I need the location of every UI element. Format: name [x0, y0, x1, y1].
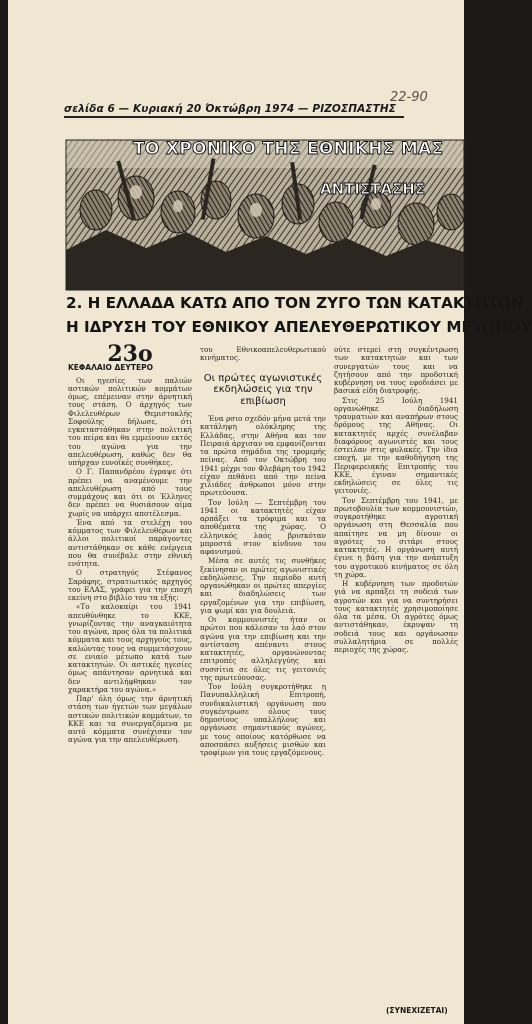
headline-line-1: 2. Η ΕΛΛΑΔΑ ΚΑΤΩ ΑΠΟ ΤΟΝ ΖΥΓΟ ΤΩΝ ΚΑΤΑΚΤΗΤΩΝ: [66, 294, 524, 312]
paragraph: Τον Ιούλη συγκροτήθηκε η Πανυπαλληλική Επιτροπή, συνδικαλιστική οργάνωση που συγκέντρωσε όλους τους δημοσίους υπαλλήλους και οργάνωσε σημαντικούς αγώνες, με τους οποίους κατόρθωσε να αποσπάσει αυξήσεις μισθών και τροφίμων για τους εργαζόμενους.: [200, 682, 326, 757]
handwritten-note: 22-90: [390, 90, 428, 105]
page-header: σελίδα 6 — Κυριακή 20 Όκτώβρη 1974 — ΡΙΖΟΣΠΑΣΤΗΣ: [64, 103, 404, 118]
paragraph: Η κυβέρνηση των προδοτών γιά να αρπάξει τη σοδειά των αγροτών και για να συντηρήσει τους κατακτητές χρησιμοποίησε όλα τα μέσα. Οι αγρότες όμως αντιστάθηκαν, έκρυψαν τη σοδειά τους και οργάνωσαν συλλαλητήρια σε πολλές περιοχές της χώρας.: [334, 579, 458, 654]
section-subheading: Οι πρώτες αγωνιστικές εκδηλώσεις για την επιβίωση: [203, 372, 323, 407]
paragraph: «Το καλοκαίρι του 1941 απευθύνθηκε το ΚΚΕ, γνωρίζοντας την αναγκαιότητα του αγώνα, προς όλα τα πολιτικά κόμματα και τους αρχηγούς τους, καλώντας τους να συμμετάσχουν σε ενιαίο μέτωπο κατά των κατακτητών. Οι αστικές ηγεσίες όμως απάντησαν αρνητικά και δεν αντιλήφθηκαν τον χαρακτήρα του αγώνα.»: [68, 602, 192, 694]
banner-subtitle: ΑΝΤΙΣΤΑΣΗΣ: [320, 180, 426, 198]
headline-line-2: Η ΙΔΡΥΣΗ ΤΟΥ ΕΘΝΙΚΟΥ ΑΠΕΛΕΥΘΕΡΩΤΙΚΟΥ ΜΕΤΩΠΟΥ: [66, 318, 532, 336]
paragraph: του Εθνικοαπελευθερωτικού κινήματος.: [200, 345, 326, 363]
paragraph: ούτε στερεί στη συγκέντρωση των κατακτητών και των συνεργατών τους και να ζητήσουν από την προδοτική κυβέρνηση να τους εφοδιάσει με βασικά είδη διατροφής.: [334, 345, 458, 396]
article-column-2: [200, 346, 326, 1010]
paragraph: Στις 25 Ιούλη 1941 οργανώθηκε διαδήλωση τραυματιών και αναπήρων στους δρόμους της Αθήνας. Οι κατακτητές αρχές συνέλαβαν διαφόρους αγωνιστές και τους έστειλαν στις φυλακές. Την ίδια εποχή, με την καθοδήγηση της Περιφερειακής Επιτροπής του ΚΚΕ, έγιναν σημαντικές εκδηλώσεις σε όλες τις γειτονιές.: [334, 395, 458, 496]
paragraph: Ένα ρσιο σχεδόν μήνα μετά την κατάληψη ολόκληρης της Ελλάδας, στην Αθήνα και τον Πειραιά άρχισαν να εμφανίζονται τα πρώτα σημάδια της τρομερής πείνας. Από τον Οκτώβρη του 1941 μέχρι τον Φλεβάρη του 1942 είχαν πεθάνει από την πείνα χιλιάδες άνθρωποι μόνο στην πρωτεύουσα.: [200, 414, 326, 498]
paragraph: Οι ηγεσίες των παλιών αστικών πολιτικών κομμάτων όμως, επέμειναν στην άρνητική τους στάση. Ο άρχηγός των Φιλελευθέρων Θεμιστοκλής Σοφούλης δήλωσε, ότι εγκαταστάθηκαν στην πολιτική του πείρα και θα εμμείνουν εκτός του αγώνα για την απελευθέρωση, καθώς δεν θα υπήρχαν ευνοϊκές συνθήκες.: [68, 375, 192, 467]
article-number: 23ο: [107, 341, 153, 367]
paragraph: Παρ' όλη όμως την άρνητική στάση των ήγετών των μεγάλων αστικών πολιτικών κομμάτων, το ΚΚΕ και τα συνεργαζόμενα με αυτό κόμματα συνέχισαν τον αγώνα για την απελευθέρωση.: [68, 694, 192, 745]
paragraph: Ο στρατηγός Στέφανος Σαράφης, στρατιωτικός αρχηγός του ΕΛΑΣ, γράφει για την εποχή εκείνη στο βιβλίο του τα εξής:: [68, 568, 192, 602]
banner-title: ΤΟ ΧΡΟΝΙΚΟ ΤΗΣ ΕΘΝΙΚΗΣ ΜΑΣ: [133, 139, 444, 159]
paragraph: Οι κομμουνιστές ήταν οι πρώτοι που κάλεσαν το λαό στον αγώνα για την επιβίωση και την αντίσταση απέναντι στους κατακτητές, οργανώνοντας επιτροπές αλληλεγγύης και συσσίτια σε όλες τις γειτονιές της πρωτεύουσας.: [200, 615, 326, 682]
chapter-label: ΚΕΦΑΛΑΙΟ ΔΕΥΤΕΡΟ: [68, 363, 153, 373]
paragraph: Μέσα σε αυτές τις συνθήκες ξεκίνησαν οι πρώτες αγωνιστικές εκδηλώσεις. Την περίοδο αυτή οργανώθηκαν οι πρώτες απεργίες και διαδηλώσεις των εργαζομένων για την επιβίωση, για ψωμί και για δουλειά.: [200, 556, 326, 615]
continuation-note: (ΣΥΝΕΧΙΖΕΤΑΙ): [386, 1006, 448, 1015]
paragraph: Ένα από τα στελέχη του κόμματος των Φιλελευθέρων και άλλοι πολιτικοί παράγοντες αντιστάθηκαν σε κάθε ενέργεια που θα συνέβαλε στην εθνική ενότητα.: [68, 517, 192, 568]
paragraph: Τον Ιούλη — Σεπτέμβρη του 1941 οι κατακτητές είχαν αρπάξει τα τρόφιμα και τα αποθέματα της χώρας. Ο ελληνικός λαός βρισκόταν μπροστά στον κίνδυνο του αφανισμού.: [200, 497, 326, 556]
paragraph: Ο Γ. Παπανδρέου έγραψε ότι πρέπει να αναμένουμε την απελευθέρωση από τους συμμάχους και ότι οι Έλληνες δεν πρέπει να θυσιάσουν αίμα χωρίς να υπάρχει αποτέλεσμα.: [68, 467, 192, 518]
banner-illustration: [66, 140, 464, 290]
paragraph: Τον Σεπτέμβρη του 1941, με πρωτοβουλία των κομμουνιστών, συγκροτήθηκε αγροτική οργάνωση στη Θεσσαλία που απαίτησε να μη δίνουν οι αγρότες το σιτάρι στους κατακτητές. Η οργάνωση αυτή έγινε η βάση για την ανάπτυξη του αγροτικού κινήματος σε όλη τη χώρα.: [334, 495, 458, 579]
article-column-1: [68, 341, 192, 1010]
article-column-3: [334, 346, 458, 1010]
